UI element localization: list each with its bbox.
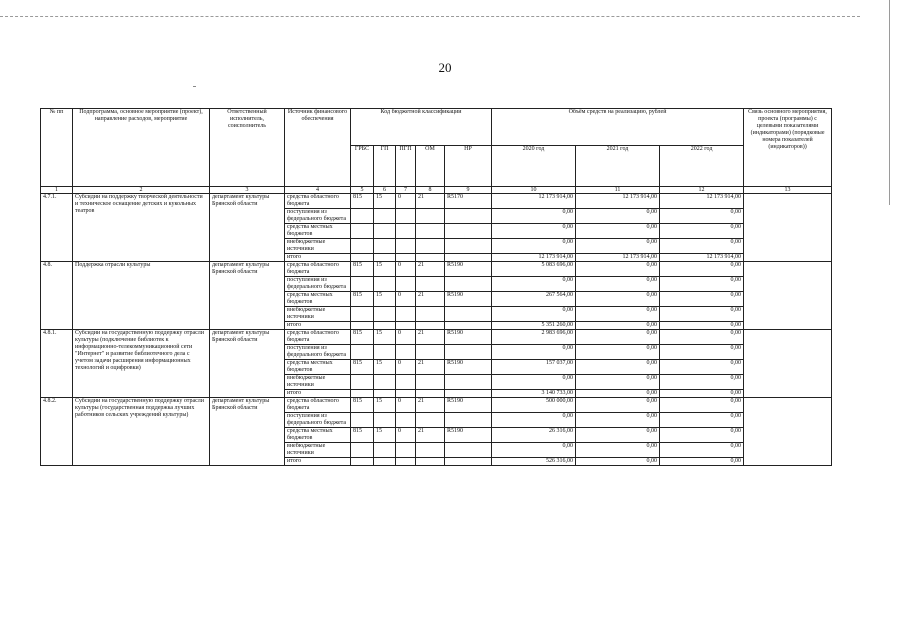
amount-2020: 0,00 [492, 345, 576, 360]
indicator-link [744, 330, 832, 398]
amount-2022: 0,00 [660, 360, 744, 375]
indicator-link [744, 194, 832, 262]
gp-code: 15 [374, 292, 396, 307]
amount-2020: 12 173 914,00 [492, 254, 576, 262]
nr-code: R5170 [445, 194, 492, 209]
amount-2020: 157 037,00 [492, 360, 576, 375]
nr-code [445, 239, 492, 254]
om-code [416, 458, 445, 466]
amount-2020: 0,00 [492, 209, 576, 224]
scan-speck [193, 86, 196, 87]
gp-code [374, 413, 396, 428]
nr-code [445, 224, 492, 239]
amount-2022: 0,00 [660, 239, 744, 254]
amount-2021: 0,00 [576, 458, 660, 466]
amount-2022: 0,00 [660, 375, 744, 390]
amount-2020: 0,00 [492, 375, 576, 390]
column-index: 7 [396, 187, 416, 194]
column-index: 10 [492, 187, 576, 194]
funding-source: средства областного бюджета [285, 194, 351, 209]
gp-code: 15 [374, 262, 396, 277]
om-code [416, 322, 445, 330]
nr-code [445, 209, 492, 224]
nr-code: R5190 [445, 360, 492, 375]
scan-edge-right [889, 0, 890, 205]
pgp-code [396, 277, 416, 292]
pgp-code: 0 [396, 330, 416, 345]
funding-source: итого [285, 322, 351, 330]
nr-code: R5190 [445, 262, 492, 277]
nr-code [445, 254, 492, 262]
funding-source: средства областного бюджета [285, 262, 351, 277]
section-number: 4.8.2. [41, 398, 73, 466]
grbs-code [351, 413, 374, 428]
grbs-code: 815 [351, 428, 374, 443]
pgp-code [396, 345, 416, 360]
budget-table [40, 108, 832, 466]
header-source: Источник финансового обеспечения [285, 109, 351, 187]
nr-code: R5190 [445, 428, 492, 443]
nr-code [445, 413, 492, 428]
pgp-code [396, 307, 416, 322]
funding-source: внебюджетные источники [285, 307, 351, 322]
amount-2022: 0,00 [660, 458, 744, 466]
grbs-code [351, 224, 374, 239]
section-name: Субсидии на государственную поддержку отрасли культуры (государственная поддержка лучших работников сельских учреждений культуры) [73, 398, 210, 466]
nr-code [445, 277, 492, 292]
amount-2022: 0,00 [660, 224, 744, 239]
gp-code [374, 209, 396, 224]
grbs-code: 815 [351, 330, 374, 345]
grbs-code [351, 345, 374, 360]
header-pgp: ПГП [396, 146, 416, 187]
column-index: 5 [351, 187, 374, 194]
table-row [41, 262, 832, 277]
pgp-code [396, 254, 416, 262]
funding-source: внебюджетные источники [285, 443, 351, 458]
funding-source: средства областного бюджета [285, 330, 351, 345]
amount-2020: 0,00 [492, 239, 576, 254]
gp-code [374, 307, 396, 322]
amount-2020: 2 983 696,00 [492, 330, 576, 345]
amount-2022: 0,00 [660, 390, 744, 398]
om-code: 21 [416, 398, 445, 413]
amount-2021: 0,00 [576, 428, 660, 443]
pgp-code: 0 [396, 360, 416, 375]
page-number: 20 [438, 60, 452, 75]
section-executor: департамент культуры Брянской области [210, 330, 285, 398]
om-code [416, 277, 445, 292]
amount-2021: 0,00 [576, 224, 660, 239]
gp-code: 15 [374, 428, 396, 443]
pgp-code [396, 390, 416, 398]
amount-2021: 0,00 [576, 360, 660, 375]
gp-code [374, 239, 396, 254]
om-code [416, 239, 445, 254]
grbs-code [351, 254, 374, 262]
pgp-code: 0 [396, 292, 416, 307]
amount-2022: 0,00 [660, 330, 744, 345]
grbs-code [351, 458, 374, 466]
amount-2021: 0,00 [576, 262, 660, 277]
grbs-code: 815 [351, 262, 374, 277]
funding-source: поступления из федерального бюджета [285, 277, 351, 292]
amount-2020: 267 564,00 [492, 292, 576, 307]
section-executor: департамент культуры Брянской области [210, 398, 285, 466]
funding-source: итого [285, 390, 351, 398]
gp-code: 15 [374, 360, 396, 375]
section-name: Субсидии на государственную поддержку отрасли культуры (подключение библиотек к информационно-телекоммуникационной сети "Интернет" и развитие библиотечного дела с учетом задачи расширения информационных технологий и оцифровки) [73, 330, 210, 398]
amount-2020: 526 316,00 [492, 458, 576, 466]
pgp-code: 0 [396, 194, 416, 209]
gp-code [374, 322, 396, 330]
funding-source: поступления из федерального бюджета [285, 209, 351, 224]
amount-2021: 0,00 [576, 239, 660, 254]
amount-2020: 0,00 [492, 443, 576, 458]
om-code: 21 [416, 194, 445, 209]
header-program: Подпрограмма, основное мероприятие (проект), направление расходов, мероприятие [73, 109, 210, 187]
amount-2021: 0,00 [576, 390, 660, 398]
om-code [416, 209, 445, 224]
amount-2021: 12 173 914,00 [576, 254, 660, 262]
funding-source: внебюджетные источники [285, 375, 351, 390]
amount-2022: 12 173 914,00 [660, 194, 744, 209]
header-row [41, 109, 832, 146]
pgp-code [396, 322, 416, 330]
amount-2021: 0,00 [576, 307, 660, 322]
indicator-link [744, 398, 832, 466]
header-2020: 2020 год [492, 146, 576, 187]
amount-2020: 12 173 914,00 [492, 194, 576, 209]
amount-2021: 0,00 [576, 345, 660, 360]
section-name: Субсидии на поддержку творческой деятельности и техническое оснащение детских и кукольных театров [73, 194, 210, 262]
amount-2022: 12 173 914,00 [660, 254, 744, 262]
om-code: 21 [416, 360, 445, 375]
funding-source: итого [285, 254, 351, 262]
om-code [416, 413, 445, 428]
scan-edge-top [0, 16, 860, 17]
amount-2020: 0,00 [492, 307, 576, 322]
header-grbs: ГРБС [351, 146, 374, 187]
funding-source: поступления из федерального бюджета [285, 413, 351, 428]
om-code: 21 [416, 292, 445, 307]
pgp-code [396, 239, 416, 254]
header-nr: НР [445, 146, 492, 187]
table-body [41, 194, 832, 466]
amount-2022: 0,00 [660, 413, 744, 428]
nr-code: R5190 [445, 330, 492, 345]
funding-source: средства областного бюджета [285, 398, 351, 413]
table-row [41, 398, 832, 413]
column-index: 8 [416, 187, 445, 194]
amount-2021: 0,00 [576, 413, 660, 428]
om-code [416, 390, 445, 398]
grbs-code [351, 209, 374, 224]
column-index: 1 [41, 187, 73, 194]
section-executor: департамент культуры Брянской области [210, 194, 285, 262]
amount-2021: 0,00 [576, 322, 660, 330]
om-code: 21 [416, 428, 445, 443]
grbs-code: 815 [351, 292, 374, 307]
nr-code [445, 322, 492, 330]
grbs-code: 815 [351, 360, 374, 375]
amount-2022: 0,00 [660, 322, 744, 330]
grbs-code [351, 375, 374, 390]
om-code [416, 345, 445, 360]
column-index: 9 [445, 187, 492, 194]
amount-2021: 0,00 [576, 443, 660, 458]
amount-2022: 0,00 [660, 307, 744, 322]
funding-source: средства местных бюджетов [285, 292, 351, 307]
funding-source: внебюджетные источники [285, 239, 351, 254]
amount-2020: 0,00 [492, 224, 576, 239]
grbs-code [351, 277, 374, 292]
nr-code [445, 390, 492, 398]
section-number: 4.8. [41, 262, 73, 330]
nr-code [445, 307, 492, 322]
header-2021: 2021 год [576, 146, 660, 187]
funding-source: средства местных бюджетов [285, 428, 351, 443]
amount-2020: 3 140 733,00 [492, 390, 576, 398]
section-number: 4.8.1. [41, 330, 73, 398]
section-number: 4.7.1. [41, 194, 73, 262]
amount-2020: 5 083 696,00 [492, 262, 576, 277]
nr-code [445, 443, 492, 458]
nr-code: R5190 [445, 292, 492, 307]
header-executor: Ответственный исполнитель, соисполнитель [210, 109, 285, 187]
nr-code [445, 375, 492, 390]
grbs-code: 815 [351, 194, 374, 209]
funding-source: итого [285, 458, 351, 466]
amount-2021: 12 173 914,00 [576, 194, 660, 209]
gp-code [374, 345, 396, 360]
gp-code [374, 277, 396, 292]
pgp-code [396, 413, 416, 428]
pgp-code: 0 [396, 428, 416, 443]
column-index: 11 [576, 187, 660, 194]
gp-code [374, 254, 396, 262]
pgp-code [396, 224, 416, 239]
amount-2022: 0,00 [660, 292, 744, 307]
gp-code [374, 375, 396, 390]
amount-2020: 5 351 260,00 [492, 322, 576, 330]
om-code [416, 307, 445, 322]
amount-2020: 26 316,00 [492, 428, 576, 443]
pgp-code [396, 443, 416, 458]
funding-source: средства местных бюджетов [285, 360, 351, 375]
header-budget-code: Код бюджетной классификации [351, 109, 492, 146]
om-code [416, 443, 445, 458]
column-index: 13 [744, 187, 832, 194]
table-row [41, 194, 832, 209]
header-2022: 2022 год [660, 146, 744, 187]
gp-code [374, 390, 396, 398]
grbs-code [351, 443, 374, 458]
amount-2021: 0,00 [576, 209, 660, 224]
header-om: ОМ [416, 146, 445, 187]
gp-code [374, 224, 396, 239]
gp-code: 15 [374, 330, 396, 345]
om-code [416, 254, 445, 262]
om-code: 21 [416, 330, 445, 345]
amount-2022: 0,00 [660, 209, 744, 224]
amount-2022: 0,00 [660, 262, 744, 277]
section-executor: департамент культуры Брянской области [210, 262, 285, 330]
column-index: 12 [660, 187, 744, 194]
column-index: 3 [210, 187, 285, 194]
amount-2022: 0,00 [660, 398, 744, 413]
amount-2022: 0,00 [660, 345, 744, 360]
column-index: 4 [285, 187, 351, 194]
amount-2021: 0,00 [576, 277, 660, 292]
section-name: Поддержка отрасли культуры [73, 262, 210, 330]
om-code [416, 224, 445, 239]
amount-2022: 0,00 [660, 428, 744, 443]
pgp-code: 0 [396, 262, 416, 277]
pgp-code: 0 [396, 398, 416, 413]
header-amount: Объём средств на реализацию, рублей [492, 109, 744, 146]
header-gp: ГП [374, 146, 396, 187]
indicator-link [744, 262, 832, 330]
gp-code: 15 [374, 194, 396, 209]
amount-2021: 0,00 [576, 330, 660, 345]
amount-2020: 0,00 [492, 277, 576, 292]
header-no: № пп [41, 109, 73, 187]
grbs-code: 815 [351, 398, 374, 413]
nr-code [445, 345, 492, 360]
funding-source: поступления из федерального бюджета [285, 345, 351, 360]
grbs-code [351, 322, 374, 330]
column-index: 6 [374, 187, 396, 194]
amount-2022: 0,00 [660, 277, 744, 292]
grbs-code [351, 307, 374, 322]
table-row [41, 330, 832, 345]
gp-code: 15 [374, 398, 396, 413]
amount-2020: 0,00 [492, 413, 576, 428]
pgp-code [396, 209, 416, 224]
nr-code [445, 458, 492, 466]
funding-source: средства местных бюджетов [285, 224, 351, 239]
amount-2021: 0,00 [576, 398, 660, 413]
column-index: 2 [73, 187, 210, 194]
om-code: 21 [416, 262, 445, 277]
amount-2022: 0,00 [660, 443, 744, 458]
pgp-code [396, 375, 416, 390]
gp-code [374, 443, 396, 458]
gp-code [374, 458, 396, 466]
om-code [416, 375, 445, 390]
nr-code: R5190 [445, 398, 492, 413]
amount-2021: 0,00 [576, 292, 660, 307]
grbs-code [351, 390, 374, 398]
grbs-code [351, 239, 374, 254]
header-link: Связь основного мероприятия, проекта (программы) с целевыми показателями (индикаторами) (порядковые номера показателей (индикаторов)) [744, 109, 832, 187]
pgp-code [396, 458, 416, 466]
amount-2021: 0,00 [576, 375, 660, 390]
amount-2020: 500 000,00 [492, 398, 576, 413]
column-index-row [41, 187, 832, 194]
